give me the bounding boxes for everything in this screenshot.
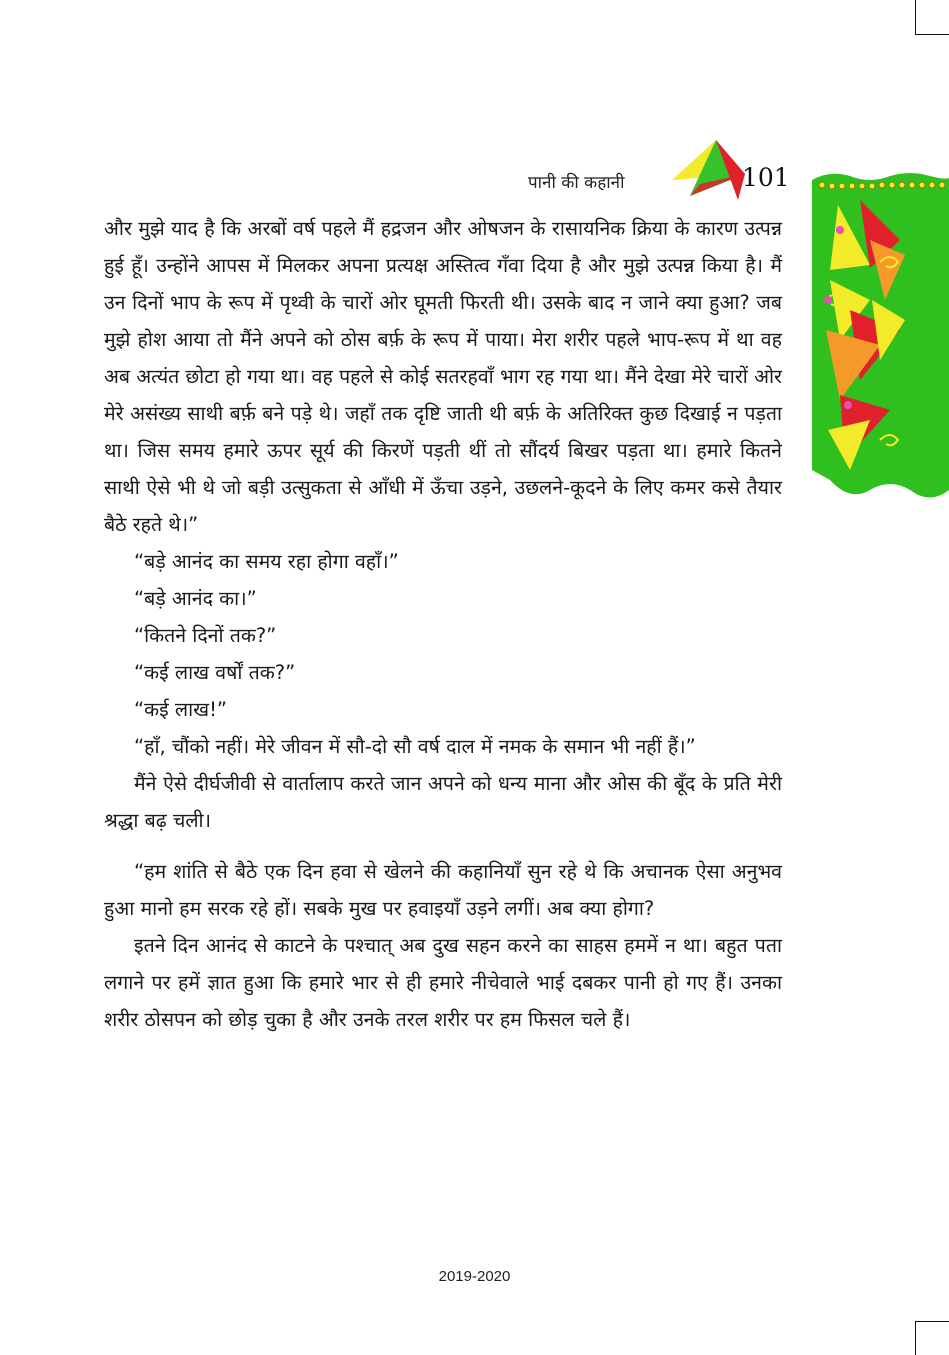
paragraph: इतने दिन आनंद से काटने के पश्चात् अब दुख सहन करने का साहस हममें न था। बहुत पता लगाने पर हमें ज्ञात हुआ कि हमारे भार से ही हमारे नीचेवाले भाई दबकर पानी हो गए हैं। उनका शरीर ठोसपन को छोड़ चुका है और उनके तरल शरीर पर हम फिसल चले हैं। [104, 934, 782, 1031]
paragraph: “हम शांति से बैठे एक दिन हवा से खेलने की कहानियाँ सुन रहे थे कि अचानक ऐसा अनुभव हुआ मानो हम सरक रहे हों। सबके मुख पर हवाइयाँ उड़ने लगीं। अब क्या होगा? [104, 860, 782, 920]
dialog-line: “हाँ, चौंको नहीं। मेरे जीवन में सौ-दो सौ वर्ष दाल में नमक के समान भी नहीं हैं।” [134, 735, 696, 758]
dialog-line: “कितने दिनों तक?” [134, 624, 277, 647]
header-triangle-icon [672, 140, 745, 200]
paragraph: और मुझे याद है कि अरबों वर्ष पहले मैं हद्रजन और ओषजन के रासायनिक क्रिया के कारण उत्पन्न हुई हूँ। उन्होंने आपस में मिलकर अपना प्रत्यक्ष अस्तित्व गँवा दिया है और मुझे उत्पन्न किया है। मैं उन दिनों भाप के रूप में पृथ्वी के चारों ओर घूमती फिरती थी। उसके बाद न जाने क्या हुआ? जब मुझे होश आया तो मैंने अपने को ठोस बर्फ़ के रूप में पाया। मेरा शरीर पहले भाप-रूप में था वह अब अत्यंत छोटा हो गया था। वह पहले से कोई सतरहवाँ भाग रह गया था। मैंने देखा मेरे चारों ओर मेरे असंख्य साथी बर्फ़ बने पड़े थे। जहाँ तक दृष्टि जाती थी बर्फ़ के अतिरिक्त कुछ दिखाई न पड़ता था। जिस समय हमारे ऊपर सूर्य की किरणें पड़ती थीं तो सौंदर्य बिखर पड़ता था। हमारे कितने साथी ऐसे भी थे जो बड़ी उत्सुकता से आँधी में ऊँचा उड़ने, उछलने-कूदने के लिए कमर कसे तैयार बैठे रहते थे।” [104, 217, 783, 536]
side-banner-art [812, 173, 949, 498]
footer-year: 2019-2020 [438, 1268, 511, 1285]
page-number: 101 [742, 163, 790, 192]
dialog-line: “बड़े आनंद का समय रहा होगा वहाँ।” [134, 550, 399, 573]
crop-mark-bottom [915, 1321, 916, 1355]
paragraph: मैंने ऐसे दीर्घजीवी से वार्तालाप करते जान अपने को धन्य माना और ओस की बूँद के प्रति मेरी श्रद्धा बढ़ चली। [104, 772, 782, 832]
dialog-line: “कई लाख!” [134, 698, 227, 721]
dialog-line: “बड़े आनंद का।” [134, 587, 257, 610]
dialog-line: “कई लाख वर्षों तक?” [134, 661, 296, 684]
page-body [104, 210, 782, 1038]
crop-mark-bottom-h [915, 1321, 949, 1322]
running-title: पानी की कहानी [528, 173, 625, 193]
